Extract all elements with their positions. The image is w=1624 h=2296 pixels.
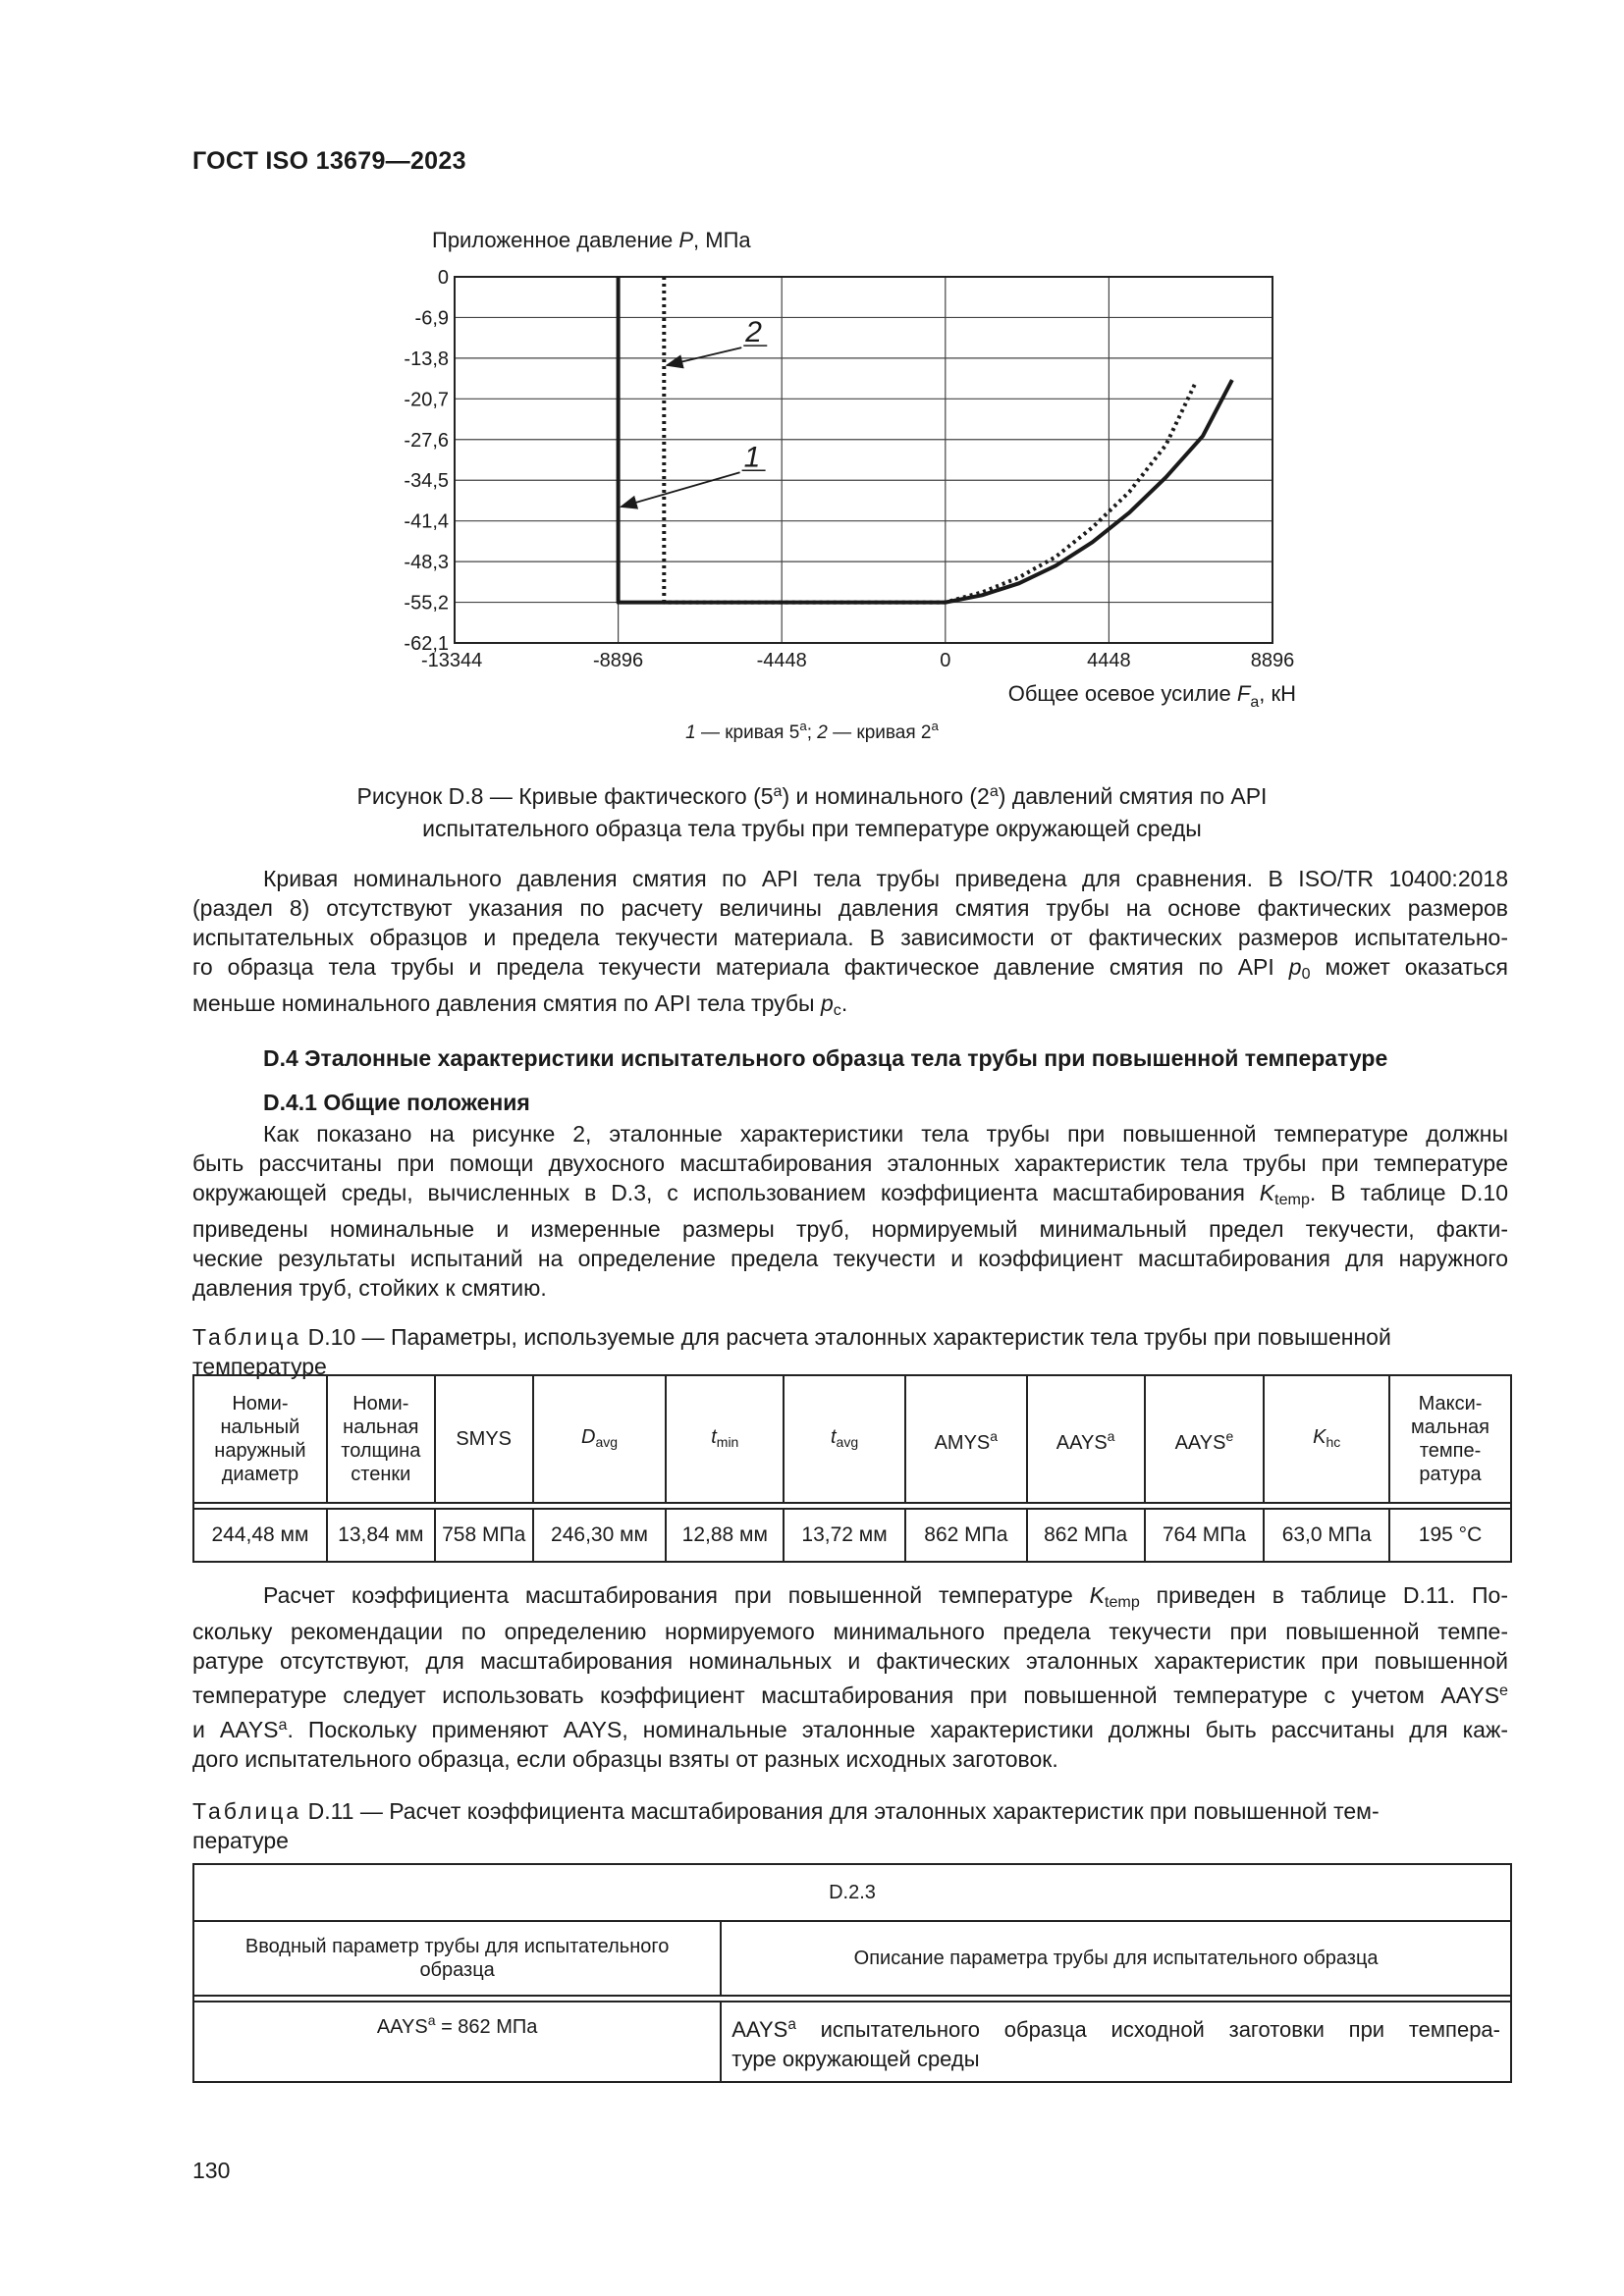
x-tick-label: 8896 <box>1250 650 1295 671</box>
y-tick-label: -55,2 <box>404 592 449 614</box>
table-section-cell: D.2.3 <box>193 1864 1511 1921</box>
chart-grid <box>455 277 1272 643</box>
col-tavg: $t_{avg}$ <box>784 1375 905 1503</box>
y-tick-label: -6,9 <box>414 307 449 330</box>
y-axis-label: Приложенное давление P, МПа <box>432 228 751 252</box>
cell-tavg: 13,72 мм <box>784 1509 905 1562</box>
chart-annotations <box>622 316 768 507</box>
figure-legend: 1 — кривая 5$^a$; 2 — кривая 2$^a$ <box>685 719 939 743</box>
cell-aays-a: 862 МПа <box>1027 1509 1145 1562</box>
table-header-row <box>193 1375 1511 1503</box>
cell-davg: 246,30 мм <box>533 1509 667 1562</box>
table-d11 <box>192 1863 1512 2083</box>
table-header-row <box>193 1921 1511 1996</box>
section-d41-heading: D.4.1 Общие положения <box>263 1090 530 1115</box>
table-row <box>193 2002 1511 2082</box>
y-tick-label: -34,5 <box>404 470 449 493</box>
y-tick-label: -20,7 <box>404 389 449 411</box>
cell-description-aays: AAYS$^a$ испытательного образца исходной заготовки при темпера- туре окружающей среды <box>721 2002 1511 2082</box>
x-tick-label: 0 <box>940 650 951 671</box>
x-tick-label: -4448 <box>756 650 807 671</box>
col-parameter-description: Описание параметра трубы для испытательного образца <box>721 1921 1511 1996</box>
plot-frame <box>455 277 1272 643</box>
y-tick-label: -48,3 <box>404 552 449 574</box>
col-davg: $D_{avg}$ <box>533 1375 667 1503</box>
annotation-leader-2 <box>667 347 741 365</box>
annotation-leader-1 <box>622 472 740 507</box>
col-aays-a: AAYS$^a$ <box>1027 1375 1145 1503</box>
annotation-label-2: 2 <box>745 316 762 349</box>
cell-input-aays: $AAYS^a = 862$ МПа <box>193 2002 721 2082</box>
col-khc: $K_{hc}$ <box>1264 1375 1389 1503</box>
table-d10 <box>192 1374 1512 1563</box>
cell-aays-e: 764 МПа <box>1145 1509 1265 1562</box>
x-axis-label: Общее осевое усилие $F_a$, кН <box>1007 681 1296 711</box>
y-tick-label: 0 <box>437 267 449 289</box>
chart-axes <box>404 267 1294 671</box>
x-tick-label: 4448 <box>1087 650 1131 671</box>
col-smys: SMYS <box>435 1375 533 1503</box>
cell-wall: 13,84 мм <box>327 1509 435 1562</box>
section-d4-heading: D.4 Эталонные характеристики испытательного образца тела трубы при повышенной температуре <box>263 1045 1388 1071</box>
col-aays-e: AAYS$^e$ <box>1145 1375 1265 1503</box>
paragraph-scaling: Расчет коэффициента масштабирования при повышенной температуре $K_{temp}$ приведен в таблице D.11. По- скольку рекомендации по определению нормируемого минимального предела текучести при повышенной темпе- ратуре отсутствуют, для масштабирования номинальных и фактических эталонных характеристик при повышенной температуре следует использовать коэффициент масштабирования при повышенной температуре с учетом AAYS$^e$ и AAYS$^a$. Поскольку применяют AAYS, номинальные эталонные характеристики должны быть рассчитаны для каж- дого испытательного образца, если образцы взяты от разных исходных заготовок. <box>192 1582 1508 1772</box>
paragraph-nominal-collapse: Кривая номинального давления смятия по API тела трубы приведена для сравнения. В ISO/TR 10400:2018 (раздел 8) отсутствуют указания по расчету величины давления смятия трубы на основе фактических размеров испытательных образцов и предела текучести материала. В зависимости от фактических размеров испытательно- го образца тела трубы и предела текучести материала фактическое давление смятия по API $p_0$ может оказаться меньше номинального давления смятия по API тела трубы $p_c$. <box>192 866 1508 1019</box>
y-tick-label: -41,4 <box>404 510 449 533</box>
col-input-parameter: Вводный параметр трубы для испытательного образца <box>193 1921 721 1996</box>
table-row <box>193 1509 1511 1562</box>
col-nominal-wall: Номи- нальная толщина стенки <box>327 1375 435 1503</box>
col-tmin: $t_{min}$ <box>666 1375 784 1503</box>
figure-caption: Рисунок D.8 — Кривые фактического (5$^a$) и номинального (2$^a$) давлений смятия по API испытательного образца тела трубы при температуре окружающей среды <box>356 782 1268 841</box>
col-max-temp: Макси- мальная темпе- ратура <box>1389 1375 1511 1503</box>
x-tick-label: -13344 <box>421 650 483 671</box>
cell-amys: 862 МПа <box>905 1509 1027 1562</box>
table-section-row <box>193 1864 1511 1921</box>
table-d11-title: Таблица D.11 — Расчет коэффициента масштабирования для эталонных характеристик при повышенной тем- пературе <box>192 1798 1380 1853</box>
x-tick-label: -8896 <box>593 650 644 671</box>
cell-diameter: 244,48 мм <box>193 1509 327 1562</box>
cell-khc: 63,0 МПа <box>1264 1509 1389 1562</box>
y-tick-label: -27,6 <box>404 429 449 452</box>
table-d10-title: Таблица D.10 — Параметры, используемые для расчета эталонных характеристик тела трубы при повышенной температуре <box>192 1324 1391 1379</box>
y-tick-label: -13,8 <box>404 347 449 370</box>
col-nominal-diameter: Номи- нальный наружный диаметр <box>193 1375 327 1503</box>
paragraph-general: Как показано на рисунке 2, эталонные характеристики тела трубы при повышенной температуре должны быть рассчитаны при помощи двухосного масштабирования эталонных характеристик тела трубы при температуре окружающей среды, вычисленных в D.3, с использованием коэффициента масштабирования $K_{temp}$. В таблице D.10 приведены номинальные и измеренные размеры труб, нормируемый минимальный предел текучести, факти- ческие результаты испытаний на определение предела текучести и коэффициент масштабирования для наружного давления труб, стойких к смятию. <box>192 1121 1508 1301</box>
page-number: 130 <box>192 2158 231 2183</box>
cell-tmin: 12,88 мм <box>666 1509 784 1562</box>
y-tick-label: -62,1 <box>404 633 449 655</box>
annotation-label-1: 1 <box>743 441 761 474</box>
cell-max-temp: 195 °С <box>1389 1509 1511 1562</box>
document-header: ГОСТ ISO 13679—2023 <box>192 147 466 175</box>
col-amys: AMYS$^a$ <box>905 1375 1027 1503</box>
cell-smys: 758 МПа <box>435 1509 533 1562</box>
